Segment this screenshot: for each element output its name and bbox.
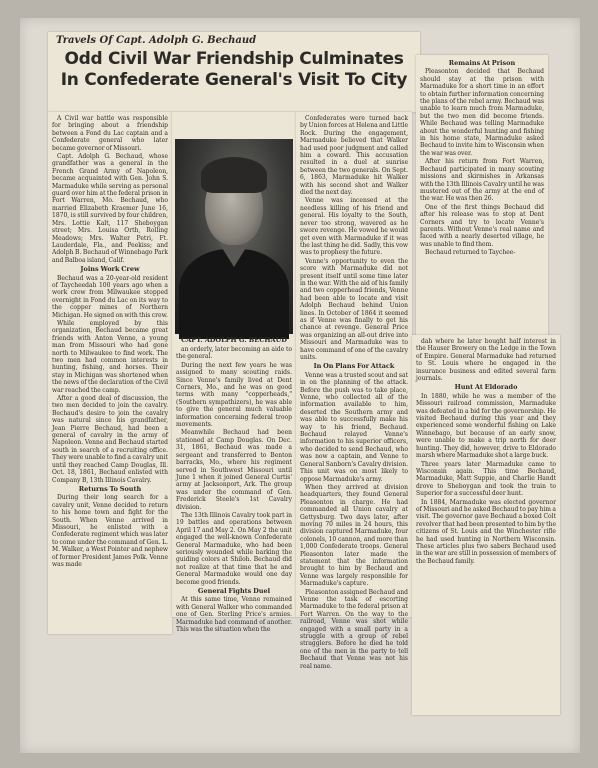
paragraph: The 13th Illinois Cavalry took part in 19 battles and operations between April 17 and May 2. On May 2 the unit engaged the well-known Confederate General Marmaduke, who had been seriously wounded while barking the guiding colors at Shiloh. Bechaud did not realize at that time that he and General Marmaduke would one day become good friends. — [176, 511, 292, 586]
column-b-text — [176, 346, 292, 634]
paragraph: Bechaud returned to Taychee- — [425, 249, 516, 257]
paragraph: During their long search for a cavalry unit, Venne decided to return to his home town and fight for the South. When Venne arrived in Missouri, he enlisted with a Confederate regiment which was later to come under the command of Gen. L. M. Walker, a West Pointer and nephew of former President James Polk. Venne was made — [52, 494, 168, 568]
photo-caption: CAPT. ADOLPH G. BECHAUD — [181, 336, 287, 344]
column-d — [416, 55, 548, 343]
column-c — [296, 112, 412, 670]
paragraph: After a good deal of discussion, the two men decided to join the cavalry. Bechaud's desire to join the cavalry was natural since his grandfather, Jean Pierre Bechaud, had been a general of cavalry in the army of Napoleon. Venne and Bechaud started south in search of a recruiting office. They were unable to find a cavalry unit until they reached Camp Douglas, Ill. Oct. 18, 1861, Bechaud enlisted with Company B, 13th Illinois Cavalry. — [52, 395, 168, 484]
column-b — [172, 112, 296, 634]
paragraph: A Civil war battle was responsible for bringing about a friendship between a Fond du Lac captain and a Confederate general who later became governor of Missouri. — [52, 115, 168, 152]
column-a — [48, 112, 172, 634]
paragraph: Pleasonton assigned Bechaud and Venne the task of escorting Marmaduke to the federal prison at Fort Warren. On the way to the railroad, Venne was shot while engaged with a small party in a struggle with a group of rebel stragglers. Before he died he told one of the men in the party to tell Bechaud that Venne was not his real name. — [300, 588, 408, 670]
paragraph: After his return from Fort Warren, Bechaud participated in many scouting missions and skirmishes in Arkansas with the 13th Illinois Cavalry until he was mustered out of the army at the end of the war. He was then 26. — [420, 158, 545, 203]
subhead: In On Plans For Attack — [313, 362, 395, 371]
series-title: Travels Of Capt. Adolph G. Bechaud — [56, 35, 257, 46]
paragraph: Venne was incensed at the needless killing of his friend and general. His loyalty to the South, never too strong, wavered as he swore revenge. He vowed he would get even with Marmaduke if it was the last thing he did. Sadly, this vow was to prophesy the future. — [300, 197, 408, 257]
column-d-text — [420, 58, 544, 258]
paragraph: While employed by this organization, Bechaud became great friends with Anton Venne, a young man from Missouri who had gone north to Milwaukee to find work. The two men had common interests in hunting, fishing, and horses. Their stay in Michigan was shortened when the news of the declaration of the Civil war reached the camp. — [52, 319, 168, 394]
column-e — [412, 335, 560, 715]
paragraph: Venne's opportunity to even the score with Marmaduke did not present itself until some time later in the war. With the aid of his family and two copperhead friends, Venne had been able to locate and visit Adolph Bechaud behind Union lines. In October of 1864 it seemed as if Venne was finally to get his chance at revenge. General Price was organizing an all-out drive into Missouri and Marmaduke was to have command of one of the cavalry units. — [300, 257, 408, 361]
subhead: Joins Work Crew — [80, 265, 140, 274]
paragraph: During the next few years he was assigned to many scouting raids. Since Venne's family lived at Dent Corners, Mo., and he was on good terms with many "copperheads," (Southern sympathizers), he was able to give the general much valuable information concerning federal troop movements. — [176, 361, 292, 429]
portrait-hair — [201, 157, 267, 193]
column-c-text — [300, 115, 408, 671]
paragraph: Venne was a trusted scout and sat in on the planning of the attack. Before the push was to take place, Venne, who collected all of the information available to him, deserted the Southern army and was able to successfully make his way to his friend, Bechaud. Bechaud relayed Venne's information to his superior officers, who decided to send Bechaud, who was now a captain, and Venne to General Sanborn's Cavalry division. This unit was on most likely to oppose Marmaduke's army. — [300, 371, 408, 483]
article-header — [48, 32, 420, 112]
paragraph: Pleasonton decided that Bechaud should stay at the prison with Marmaduke for a short time in an effort to obtain further information concerning the plans of the rebel army. Bechaud was unable to learn much from Marmaduke, but the two men did become friends. While Bechaud was telling Marmaduke about the wonderful hunting and fishing in his home state, Marmaduke asked Bechaud to invite him to Wisconsin when the war was over. — [420, 68, 544, 157]
column-e-text — [416, 338, 556, 566]
subhead: Hunt At Eldorado — [454, 383, 518, 392]
subhead: Returns To South — [78, 484, 142, 493]
column-a-text — [52, 115, 168, 569]
paragraph: In 1884, Marmaduke was elected governor of Missouri and he asked Bechaud to pay him a visit. The governor gave Bechaud a boxed Colt revolver that had been presented to him by the citizens of St. Louis and the Winchester rifle he had used hunting in Northern Wisconsin. These articles plus two sabers Bechaud used in the war are still in possession of members of the Bechaud family. — [416, 498, 556, 565]
paragraph: At this same time, Venne remained with General Walker who commanded one of Gen. Sterling Price's armies. Marmaduke had command of another. This was the situation when the — [176, 596, 292, 634]
subhead: Remains At Prison — [448, 59, 516, 67]
paragraph: One of the first things Bechaud did after his release was to stop at Dent Corners and try to locate Venne's parents. Without Venne's real name and faced with a nearly deserted village, he was unable to find them. — [420, 203, 544, 248]
paragraph: Bechaud was a 20-year-old resident of Taycheedah 100 years ago when a work crew from Milwaukee stopped overnight in Fond du Lac on its way to the copper mines of Northern Michigan. He signed on with this crew. — [52, 274, 168, 319]
subhead: General Fights Duel — [197, 587, 271, 595]
headline — [52, 49, 416, 91]
paragraph: Capt. Adolph G. Bechaud, whose grandfather was a general in the French Grand Army of Napoleon, became acquainted with Gen. John S. Marmaduke while serving as personal guard over him at the federal prison in Fort Warren, Mo. Bechaud, who married Elizabeth Kraemer June 16, 1870, is still survived by four children, Mrs. Lottie Kalt, 117 Sheboygan street; Mrs. Louisa Orth, Rolling Meadows; Mrs. Walter Petri, Ft. Lauderdale, Fla., and Peekiss; and Adolph B. Bechaud of Winnebago Park and Balboa island, Calif. — [52, 153, 168, 264]
paragraph: When they arrived at division headquarters, they found General Pleasonton in charge. He had commanded all Union cavalry at Gettysburg. Two days later, after moving 70 miles in 24 hours, this division captured Marmaduke, four colonels, 10 cannon, and more than 1,000 Confederate troops. General Pleasonton later made the statement that the information brought to him by Bechaud and Venne was largely responsible for Marmaduke's capture. — [300, 483, 408, 588]
headline-line-1: Odd Civil War Friendship Culminates — [64, 49, 404, 69]
paragraph: an orderly, later becoming an aide to the general. — [176, 346, 292, 361]
paragraph: In 1880, while he was a member of the Missouri railroad commission, Marmaduke was defeated in a bid for the governorship. He visited Bechaud during this year and they experienced some wonderful fishing on Lake Winnebago, but because of an early snow, were unable to make a trip north for deer hunting. They did, however, drive to Eldorado marsh where Marmaduke shot a large buck. — [416, 392, 556, 460]
paragraph: Three years later Marmaduke came to Wisconsin again. This time Bechaud, Marmaduke, Matt Suppie, and Charlie Handt drove to Sheboygan and took the train to Superior for a successful deer hunt. — [416, 460, 556, 498]
portrait-photo — [175, 139, 293, 334]
headline-line-2: In Confederate General's Visit To City — [60, 70, 408, 90]
paragraph: Confederates were turned back by Union forces at Helena and Little Rock. During the engagement, Marmaduke believed that Walker had used poor judgment and called him a coward. This accusation resulted in a duel at sunrise between the two generals. On Sept. 6, 1863, Marmaduke hit Walker with his second shot and Walker died the next day. — [300, 115, 408, 197]
paragraph: Meanwhile Bechaud had been stationed at Camp Douglas. On Dec. 31, 1861, Bechaud was made a sergeant and transferred to Benton barracks, Mo., where his regiment served in Southwest Missouri until June 1 when it joined General Curtis' army at Jacksonport, Ark. The group was under the command of Gen. Frederick Steele's 1st Cavalry division. — [176, 429, 292, 511]
paragraph: dah where he later bought half interest in the Hauser Brewery on the Ledge in the Town of Empire. General Marmaduke had returned to St. Louis where he engaged in the insurance business and edited several farm journals. — [416, 338, 556, 383]
